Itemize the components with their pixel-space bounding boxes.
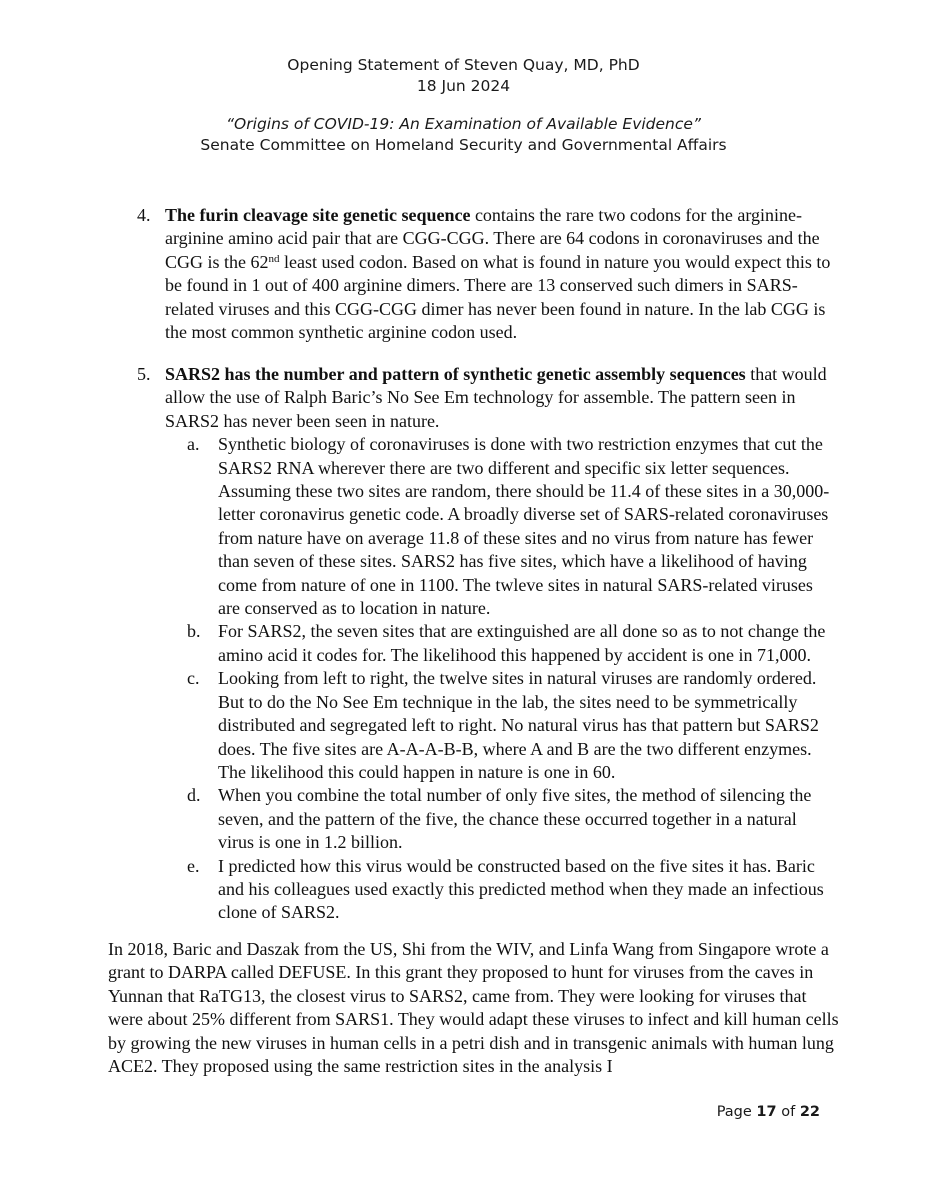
item-text-cont: least used codon. Based on what is found in nature you would expect this to be found in 1 out of 400 arginine dimers. There are 13 conserved such dimers in SARS-related viruses and this CGG-CGG dimer has never been found in nature. In the lab CGG is the most common synthetic arginine codon used. [165, 251, 831, 343]
list-item-5 [137, 363, 837, 925]
item-text: that would allow the use of Ralph Baric’s No See Em technology for assemble. The pattern seen in SARS2 has never been seen in nature. [165, 364, 827, 431]
document-header [0, 55, 927, 97]
item-text: contains the rare two codons for the arginine-arginine amino acid pair that are CGG-CGG. There are 64 codons in coronaviruses and the CGG is the 62 [165, 205, 820, 272]
page-label: Page [716, 1104, 757, 1120]
sub-item-text: Synthetic biology of coronaviruses is done with two restriction enzymes that cut the SARS2 RNA wherever there are two different and specific six letter sequences. Assuming these two sites are random, there should be 11.4 of these sites in a 30,000-letter coronavirus genetic code. A broadly diverse set of SARS-related coronaviruses from nature have on average 11.8 of these sites and no virus from nature has fewer than seven of these sites. SARS2 has five sites, which have a likelihood of having come from nature of one in 1100. The twleve sites in natural SARS-related viruses are conserved as to location in nature. [218, 434, 830, 619]
list-number: 4. [137, 205, 151, 225]
superscript: nd [268, 252, 280, 265]
list-number: 5. [137, 364, 151, 384]
current-page: 17 [756, 1104, 777, 1120]
sub-letter: d. [187, 785, 201, 806]
body-paragraph: In 2018, Baric and Daszak from the US, Shi from the WIV, and Linfa Wang from Singapore wrote a grant to DARPA called DEFUSE. In this grant they proposed to hunt for viruses from the caves in Yunnan that RaTG13, the closest virus to SARS2, came from. They were looking for viruses that were about 25% different from SARS1. They would adapt these viruses to infect and kill human cells by growing the new viruses in human cells in a petri dish and in transgenic animals with human lung ACE2. They proposed using the same restriction sites in the analysis I [108, 939, 839, 1077]
statement-date: 18 Jun 2024 [416, 77, 511, 95]
sub-item-text: I predicted how this virus would be constructed based on the five sites it has. Baric and his colleagues used exactly this predicted method when they made an infectious clone of SARS2. [218, 855, 824, 923]
list-item-content [165, 204, 837, 344]
sub-list [187, 433, 837, 925]
list-item-content [165, 363, 837, 433]
sub-item-b [187, 620, 837, 667]
total-pages: 22 [799, 1104, 820, 1120]
sub-letter: b. [187, 621, 201, 642]
bold-lead: SARS2 has the number and pattern of synthetic genetic assembly sequences [165, 364, 746, 384]
sub-item-a [187, 433, 837, 620]
sub-item-text: When you combine the total number of only five sites, the method of silencing the seven, and the pattern of the five, the chance these occurred together in a natural virus is one in 1.2 billion. [218, 785, 812, 853]
sub-item-text: Looking from left to right, the twelve sites in natural viruses are randomly ordered. But to do the No See Em technique in the lab, the sites need to be symmetrically distributed and segregated left to right. No natural virus has that pattern but SARS2 does. The five sites are A-A-A-B-B, where A and B are the two different enzymes. The likelihood this could happen in nature is one in 60. [218, 668, 819, 782]
committee-name: Senate Committee on Homeland Security and Governmental Affairs [200, 136, 727, 154]
sub-item-d [187, 784, 837, 854]
of-label: of [776, 1104, 800, 1120]
sub-item-c [187, 667, 837, 784]
statement-title: Opening Statement of Steven Quay, MD, PhD [287, 56, 640, 74]
hearing-header [0, 114, 927, 156]
page-number [717, 1104, 820, 1120]
hearing-title: “Origins of COVID-19: An Examination of Available Evidence” [226, 115, 701, 133]
bold-lead: The furin cleavage site genetic sequence [165, 205, 471, 225]
sub-item-e [187, 855, 837, 925]
sub-letter: a. [187, 434, 200, 455]
sub-letter: e. [187, 855, 200, 876]
sub-letter: c. [187, 668, 200, 689]
sub-item-text: For SARS2, the seven sites that are extinguished are all done so as to not change the amino acid it codes for. The likelihood this happened by accident is one in 71,000. [218, 621, 826, 665]
list-item-4 [137, 204, 837, 344]
